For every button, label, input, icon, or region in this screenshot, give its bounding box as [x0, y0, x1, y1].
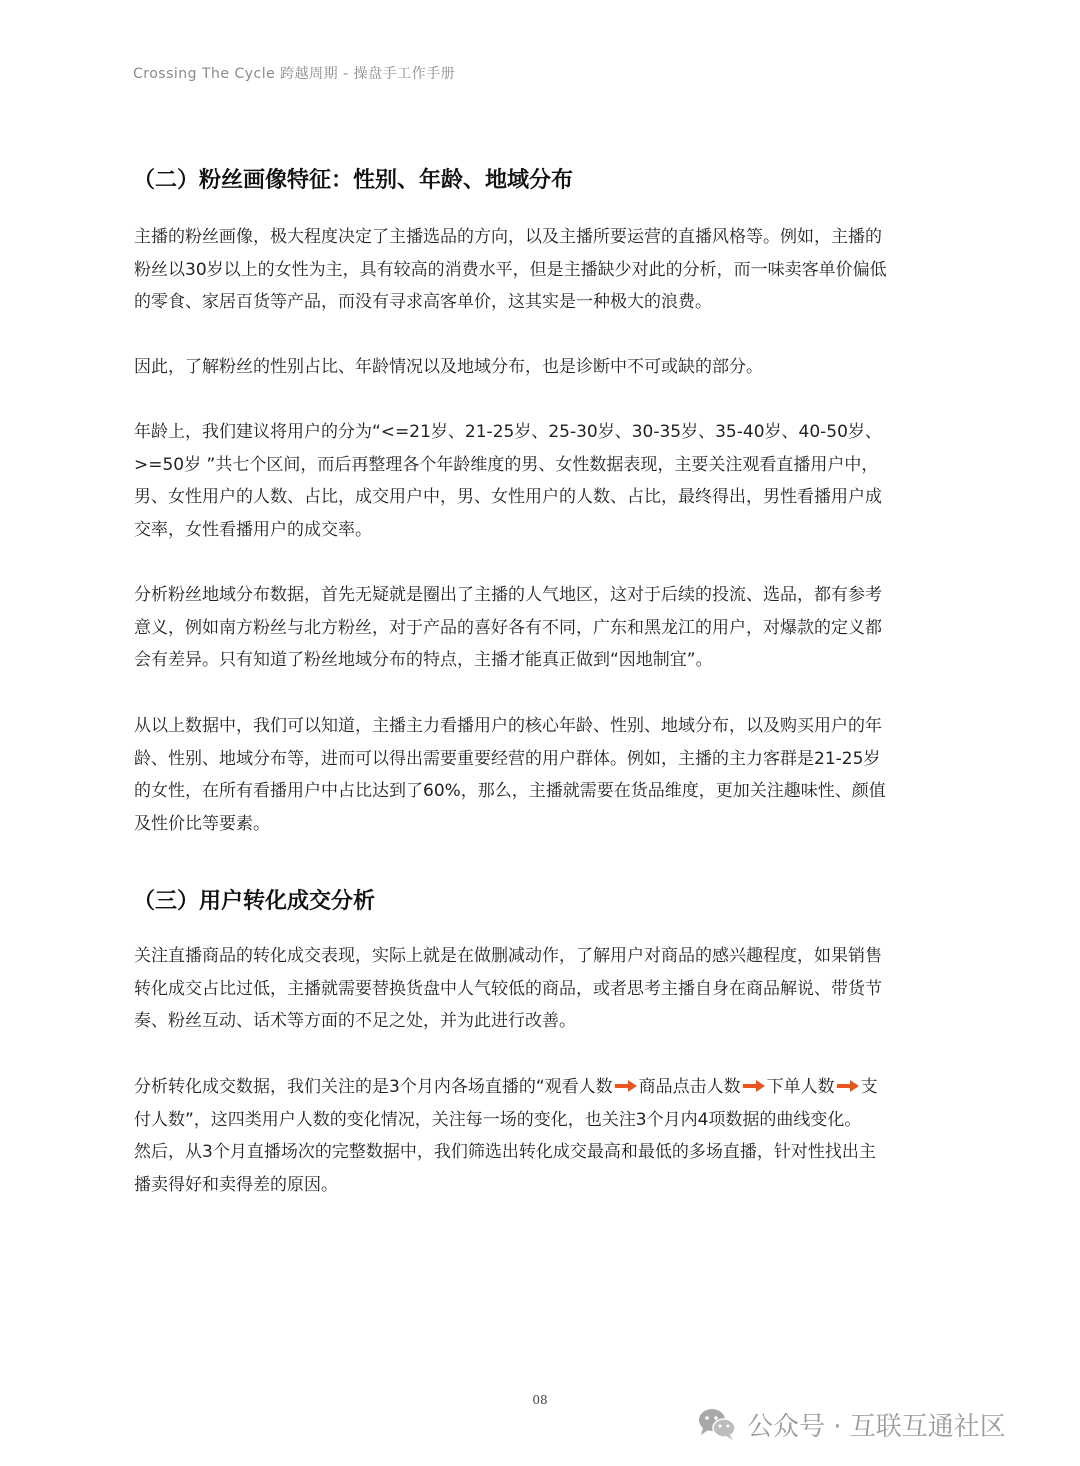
text-line: 粉丝以30岁以上的女性为主，具有较高的消费水平，但是主播缺少对此的分析，而一味卖客单价偏低 [134, 259, 887, 280]
text-line: 男、女性用户的人数、占比，成交用户中，男、女性用户的人数、占比，最终得出，男性看播用户成 [134, 487, 882, 507]
text-line: 意义，例如南方粉丝与北方粉丝，对于产品的喜好各有不同，广东和黑龙江的用户，对爆款的定义都 [134, 617, 882, 638]
watermark [697, 1402, 1006, 1446]
section-heading-fan-profile: （二）粉丝画像特征：性别、年龄、地域分布 [133, 168, 574, 193]
paragraph-fan-profile-intro [134, 221, 944, 319]
text-line: >=50岁 ”共七个区间，而后再整理各个年龄维度的男、女性数据表现，主要关注观看直播用户中， [134, 454, 879, 475]
watermark-text: 公众号 · 互联互通社区 [747, 1411, 1006, 1442]
wechat-icon [697, 1406, 737, 1442]
text-line: 因此，了解粉丝的性别占比、年龄情况以及地域分布，也是诊断中不可或缺的部分。 [134, 357, 763, 377]
text-line: 从以上数据中，我们可以知道，主播主力看播用户的核心年龄、性别、地域分布，以及购买用户的年 [134, 716, 882, 736]
text-line: 然后，从3个月直播场次的完整数据中，我们筛选出转化成交最高和最低的多场直播，针对性找出主 [134, 1142, 876, 1162]
text-line: 播卖得好和卖得差的原因。 [134, 1174, 338, 1195]
funnel-text-orders: 下单人数 [766, 1077, 835, 1097]
paragraph-conversion-intro [134, 940, 944, 1038]
text-line: 及性价比等要素。 [134, 813, 270, 834]
arrow-right-icon [742, 1079, 766, 1093]
paragraph-core-audience [134, 710, 944, 840]
funnel-text-pay: 支 [860, 1077, 878, 1097]
text-line: 主播的粉丝画像，极大程度决定了主播选品的方向，以及主播所要运营的直播风格等。例如，主播的 [134, 227, 882, 247]
arrow-right-icon [614, 1079, 638, 1093]
paragraph-diagnosis-scope [134, 351, 944, 384]
text-line: 转化成交占比过低，主播就需要替换货盘中人气较低的商品，或者思考主播自身在商品解说、带货节 [134, 978, 882, 999]
text-line: 会有差异。只有知道了粉丝地域分布的特点，主播才能真正做到“因地制宜”。 [134, 650, 713, 670]
paragraph-region-distribution [134, 579, 944, 677]
text-line: 付人数”，这四类用户人数的变化情况，关注每一场的变化，也关注3个月内4项数据的曲线变化。 [134, 1109, 862, 1130]
text-line: 的女性，在所有看播用户中占比达到了60%，那么，主播就需要在货品维度，更加关注趣味性、颜值 [134, 781, 886, 801]
text-line: 关注直播商品的转化成交表现，实际上就是在做删减动作，了解用户对商品的感兴趣程度，如果销售 [134, 946, 882, 966]
text-line: 交率，女性看播用户的成交率。 [134, 519, 372, 540]
funnel-text-clicks: 商品点击人数 [638, 1077, 741, 1097]
arrow-right-icon [836, 1079, 860, 1093]
text-line-funnel [134, 1071, 944, 1104]
text-line: 龄、性别、地域分布等，进而可以得出需要重要经营的用户群体。例如，主播的主力客群是21-25岁 [134, 748, 881, 769]
funnel-text-views: 分析转化成交数据，我们关注的是3个月内各场直播的“观看人数 [134, 1077, 613, 1097]
paragraph-age-ranges [134, 416, 944, 546]
running-header: Crossing The Cycle 跨越周期 - 操盘手工作手册 [133, 66, 456, 82]
text-line: 的零食、家居百货等产品，而没有寻求高客单价，这其实是一种极大的浪费。 [134, 292, 712, 312]
text-line: 奏、粉丝互动、话术等方面的不足之处，并为此进行改善。 [134, 1011, 576, 1031]
text-line: 年龄上，我们建议将用户的分为“<=21岁、21-25岁、25-30岁、30-35岁、35-40岁、40-50岁、 [134, 422, 882, 442]
paragraph-conversion-funnel [134, 1071, 944, 1201]
page-number: 08 [532, 1393, 548, 1407]
text-line: 分析粉丝地域分布数据，首先无疑就是圈出了主播的人气地区，这对于后续的投流、选品，都有参考 [134, 585, 882, 605]
section-heading-conversion: （三）用户转化成交分析 [133, 889, 376, 914]
